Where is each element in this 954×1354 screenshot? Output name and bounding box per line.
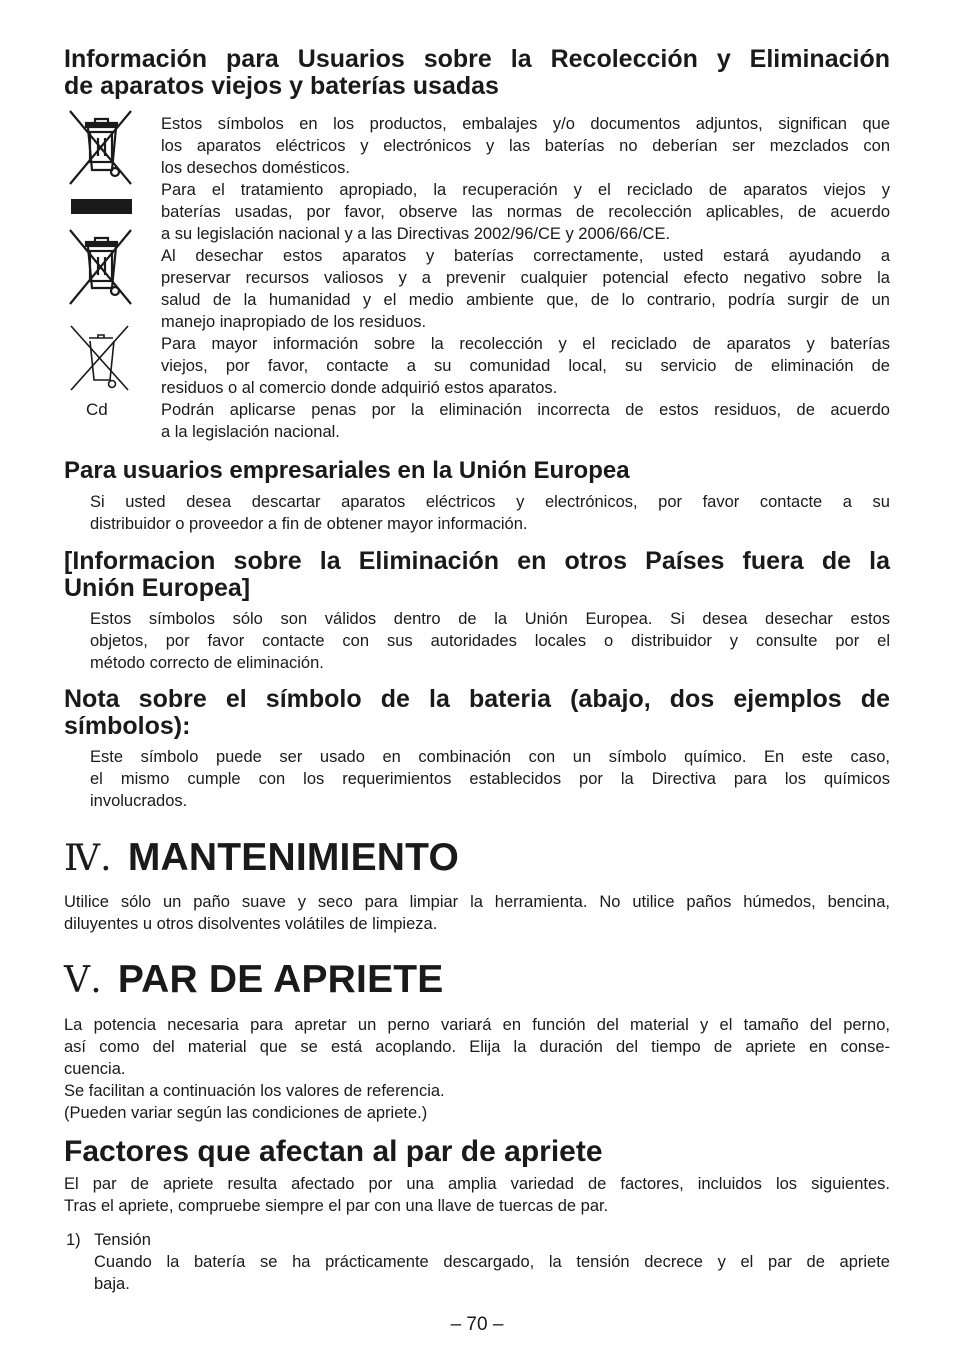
main-heading-line-2: de aparatos viejos y baterías usadas bbox=[64, 72, 499, 100]
empresas-paragraph bbox=[90, 491, 890, 535]
mantenimiento-paragraph bbox=[64, 891, 890, 935]
list-item-body bbox=[94, 1251, 890, 1295]
section-number: Ⅴ. bbox=[64, 960, 102, 1001]
factores-line: El par de apriete resulta afectado por una amplia variedad de factores, incluidos los siguientes. bbox=[64, 1175, 890, 1193]
par-paragraph bbox=[64, 1014, 890, 1124]
factores-paragraph bbox=[64, 1173, 890, 1217]
intro-line: manejo inapropiado de los residuos. bbox=[161, 313, 427, 331]
section-mantenimiento-heading bbox=[64, 836, 459, 881]
intro-paragraph bbox=[161, 113, 890, 443]
intro-line: a la legislación nacional. bbox=[161, 423, 340, 441]
crossed-out-wheelie-bin-icon bbox=[65, 108, 137, 218]
otros-line: objetos, por favor contacte con sus autoridades locales o distribuidor y consulte por el bbox=[90, 632, 890, 650]
par-line: así como del material que se está acoplando. Elija la duración del tiempo de apriete en conse- bbox=[64, 1038, 890, 1056]
intro-line: a su legislación nacional y a las Directivas 2002/96/CE y 2006/66/CE. bbox=[161, 225, 671, 243]
par-line: Se facilitan a continuación los valores de referencia. bbox=[64, 1082, 445, 1100]
cadmium-label: Cd bbox=[86, 400, 108, 419]
section-title: PAR DE APRIETE bbox=[117, 958, 444, 1001]
list-item-title: Tensión bbox=[94, 1231, 151, 1249]
nota-line: involucrados. bbox=[90, 792, 188, 810]
section-title: MANTENIMIENTO bbox=[127, 836, 460, 879]
section-number: Ⅳ. bbox=[64, 838, 112, 879]
section-par-de-apriete-heading bbox=[64, 958, 444, 1003]
factores-line: Tras el apriete, compruebe siempre el par con una llave de tuercas de par. bbox=[64, 1197, 609, 1215]
intro-line: Estos símbolos en los productos, embalajes y/o documentos adjuntos, significan que bbox=[161, 115, 890, 133]
par-line: cuencia. bbox=[64, 1060, 126, 1078]
otros-line: Estos símbolos sólo son válidos dentro de la Unión Europea. Si desea desechar estos bbox=[90, 610, 890, 628]
intro-line: Para mayor información sobre la recolección y el reciclado de aparatos y baterías bbox=[161, 335, 890, 353]
intro-line: Al desechar estos aparatos y baterías correctamente, usted estará ayudando a bbox=[161, 247, 890, 265]
intro-line: viejos, por favor, contacte a su comunidad local, su servicio de eliminación de bbox=[161, 357, 890, 375]
heading-nota-line-1: Nota sobre el símbolo de la bateria (abajo, dos ejemplos de bbox=[64, 685, 890, 713]
heading-otros-paises bbox=[64, 548, 890, 602]
intro-line: Podrán aplicarse penas por la eliminación incorrecta de estos residuos, de acuerdo bbox=[161, 401, 890, 419]
main-heading bbox=[64, 46, 890, 100]
intro-line: los aparatos eléctricos y electrónicos y las baterías no deberían ser mezclados con bbox=[161, 137, 890, 155]
mantenimiento-line: Utilice sólo un paño suave y seco para limpiar la herramienta. No utilice paños húmedos, bencina, bbox=[64, 893, 890, 911]
intro-line: residuos o al comercio donde adquirió estos aparatos. bbox=[161, 379, 558, 397]
otros-paragraph bbox=[90, 608, 890, 674]
heading-otros-line-2: Unión Europea] bbox=[64, 574, 251, 602]
list-item-line: baja. bbox=[94, 1275, 130, 1293]
main-heading-line-1: Información para Usuarios sobre la Recolección y Eliminación bbox=[64, 45, 890, 73]
empresas-line: Si usted desea descartar aparatos eléctricos y electrónicos, por favor contacte a su bbox=[90, 493, 890, 511]
nota-line: el mismo cumple con los requerimientos establecidos por la Directiva para los químicos bbox=[90, 770, 890, 788]
nota-line: Este símbolo puede ser usado en combinación con un símbolo químico. En este caso, bbox=[90, 748, 890, 766]
mantenimiento-line: diluyentes u otros disolventes volátiles de limpieza. bbox=[64, 915, 438, 933]
empresas-line: distribuidor o proveedor a fin de obtener mayor información. bbox=[90, 515, 528, 533]
crossed-out-battery-bin-icon bbox=[65, 322, 137, 394]
heading-factores: Factores que afectan al par de apriete bbox=[64, 1135, 603, 1168]
intro-line: salud de la humanidad y el medio ambiente que, de lo contrario, podría surgir de un bbox=[161, 291, 890, 309]
otros-line: método correcto de eliminación. bbox=[90, 654, 324, 672]
crossed-out-wheelie-bin-icon bbox=[65, 228, 137, 308]
par-line: (Pueden variar según las condiciones de apriete.) bbox=[64, 1104, 428, 1122]
nota-paragraph bbox=[90, 746, 890, 812]
intro-line: preservar recursos valiosos y a prevenir cualquier potencial efecto negativo sobre la bbox=[161, 269, 890, 287]
list-item-line: Cuando la batería se ha prácticamente descargado, la tensión decrece y el par de apriete bbox=[94, 1253, 890, 1271]
intro-line: baterías usadas, por favor, observe las normas de recolección aplicables, de acuerdo bbox=[161, 203, 890, 221]
list-item-number: 1) bbox=[66, 1231, 81, 1249]
heading-nota bbox=[64, 686, 890, 740]
heading-empresas: Para usuarios empresariales en la Unión Europea bbox=[64, 457, 630, 484]
page-number: – 70 – bbox=[450, 1314, 504, 1335]
intro-line: los desechos domésticos. bbox=[161, 159, 350, 177]
par-line: La potencia necesaria para apretar un perno variará en función del material y el tamaño del perno, bbox=[64, 1016, 890, 1034]
heading-otros-line-1: [Informacion sobre la Eliminación en otros Países fuera de la bbox=[64, 547, 890, 575]
heading-nota-line-2: símbolos): bbox=[64, 712, 191, 740]
intro-line: Para el tratamiento apropiado, la recuperación y el reciclado de aparatos viejos y bbox=[161, 181, 890, 199]
